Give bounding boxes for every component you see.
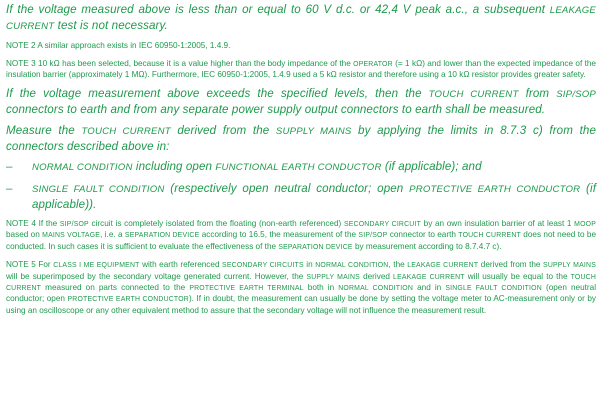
term-sip-sop: SIP/SOP — [59, 221, 89, 229]
term-class-i-me-equipment: CLASS I ME EQUIPMENT — [53, 262, 140, 270]
list-item-text — [32, 159, 596, 175]
term-normal-condition: NORMAL CONDITION — [338, 285, 414, 293]
list-item-text — [32, 181, 596, 212]
term-secondary-circuit: SECONDARY CIRCUIT — [343, 221, 421, 229]
list-dash: – — [6, 181, 13, 195]
text-run: will usually be equal to the — [464, 271, 571, 281]
term-supply-mains: SUPPLY MAINS — [543, 262, 596, 270]
text-run: test is not necessary. — [54, 19, 168, 33]
term-supply-mains: SUPPLY MAINS — [275, 126, 352, 138]
text-run: (open neutral conductor; open — [6, 283, 597, 304]
term-separation-device: SEPARATION DEVICE — [278, 243, 353, 251]
paragraph-measure-touch-current — [6, 123, 596, 154]
paragraph-voltage-below-limit — [6, 2, 596, 34]
text-run: NOTE 4 If the — [6, 219, 60, 229]
term-operator: OPERATOR — [353, 60, 393, 68]
text-run: both in — [303, 283, 339, 293]
term-single-fault-condition: SINGLE FAULT CONDITION — [32, 183, 165, 195]
term-protective-earth-conductor: PROTECTIVE EARTH CONDUCTOR — [409, 183, 581, 195]
text-run: connector to earth — [387, 230, 459, 240]
term-functional-earth-conductor: FUNCTIONAL EARTH CONDUCTOR — [215, 162, 382, 174]
text-run: If the voltage measurement above exceeds the specified levels, then the — [6, 86, 429, 100]
term-protective-earth-terminal: PROTECTIVE EARTH TERMINAL — [189, 285, 304, 293]
term-moop: MOOP — [574, 221, 596, 229]
list-item-single-fault-condition — [6, 181, 596, 212]
term-sip-sop: SIP/SOP — [556, 88, 596, 100]
text-run: does not need to be conducted. In such cases it is sufficient to evaluate the effectiveness of the — [6, 230, 597, 251]
text-run: based on — [6, 230, 43, 240]
term-touch-current: TOUCH CURRENT — [428, 88, 519, 100]
text-run: Measure the — [6, 124, 82, 138]
text-run: , i.e. a — [100, 230, 125, 240]
text-run: NOTE 5 For — [6, 260, 54, 270]
term-leakage-current: LEAKAGE CURRENT — [393, 273, 465, 281]
note-3 — [6, 59, 596, 81]
term-supply-mains: SUPPLY MAINS — [306, 273, 360, 281]
text-run: including open — [132, 160, 216, 174]
text-run: (if applicable); and — [381, 160, 482, 174]
text-run: derived from the — [478, 260, 544, 270]
text-run: measured on parts connected to the — [41, 283, 190, 293]
term-touch-current: TOUCH CURRENT — [458, 232, 521, 240]
list-dash: – — [6, 160, 13, 174]
text-run: by measurement according to 8.7.4.7 c). — [352, 241, 502, 251]
term-touch-current: TOUCH CURRENT — [6, 273, 596, 293]
text-run: in — [303, 260, 316, 270]
term-touch-current: TOUCH CURRENT — [81, 126, 171, 138]
text-run: according to 16.5, the measurement of the — [199, 230, 359, 240]
text-run: with earth referenced — [139, 260, 223, 270]
text-run: If the voltage measured above is less than or equal to 60 V d.c. or 42,4 V peak a.c., a subsequent — [6, 3, 550, 16]
term-sip-sop: SIP/SOP — [358, 232, 388, 240]
text-run: circuit is completely isolated from the floating (non-earth referenced) — [88, 219, 344, 229]
text-run: will be superimposed by the secondary voltage generated current. However, the — [6, 271, 307, 281]
text-run: by an own insulation barrier of at least 1 — [420, 219, 575, 229]
note-4 — [6, 219, 596, 253]
term-secondary-circuits: SECONDARY CIRCUITS — [222, 262, 304, 270]
text-run: NOTE 3 10 kΩ has been selected, because it is a value higher than the body impedance of the — [6, 58, 354, 68]
text-run: (if applicable)). — [32, 181, 597, 211]
text-run: from — [518, 86, 557, 100]
text-run: , the — [388, 260, 408, 270]
note-5 — [6, 260, 596, 316]
text-run: derived from the — [170, 124, 276, 138]
term-separation-device: SEPARATION DEVICE — [124, 232, 200, 240]
text-run: and in — [413, 283, 446, 293]
list-item-normal-condition — [6, 159, 596, 175]
term-normal-condition: NORMAL CONDITION — [32, 162, 133, 174]
term-leakage-current: LEAKAGE CURRENT — [407, 262, 479, 270]
text-run: NOTE 2 A similar approach exists in IEC 60950-1:2005, 1.4.9. — [6, 41, 231, 51]
paragraph-voltage-exceeds — [6, 86, 596, 117]
text-run: connectors to earth and from any separate power supply output connectors to earth shall be measured. — [6, 102, 546, 116]
term-mains-voltage: MAINS VOLTAGE — [42, 232, 101, 240]
term-protective-earth-conductor: PROTECTIVE EARTH CONDUCTOR — [67, 296, 189, 304]
note-2 — [6, 41, 596, 51]
term-leakage-current: LEAKAGE CURRENT — [6, 5, 596, 33]
text-run: (respectively open neutral conductor; open — [164, 181, 410, 195]
term-normal-condition: NORMAL CONDITION — [315, 262, 389, 270]
text-run: by applying the limits in 8.7.3 c) from the connectors described above in: — [6, 124, 596, 154]
text-run: derived — [359, 271, 394, 281]
text-run: ). If in doubt, the measurement can usually be done by setting the voltage meter to AC-measurement only or by using an oscilloscope or any other equivalent method to assure that the secondary voltage will not influence the measurement result. — [6, 294, 596, 315]
text-run: (= 1 kΩ) and lower than the expected impedance of the insulation barrier (approximately 1 MΩ). Furthermore, IEC 60950-1:2005, 1.4.9 used a 5 kΩ resistor and therefore using a 10 kΩ resistor provides greater safety. — [6, 58, 596, 80]
term-single-fault-condition: SINGLE FAULT CONDITION — [445, 285, 542, 293]
